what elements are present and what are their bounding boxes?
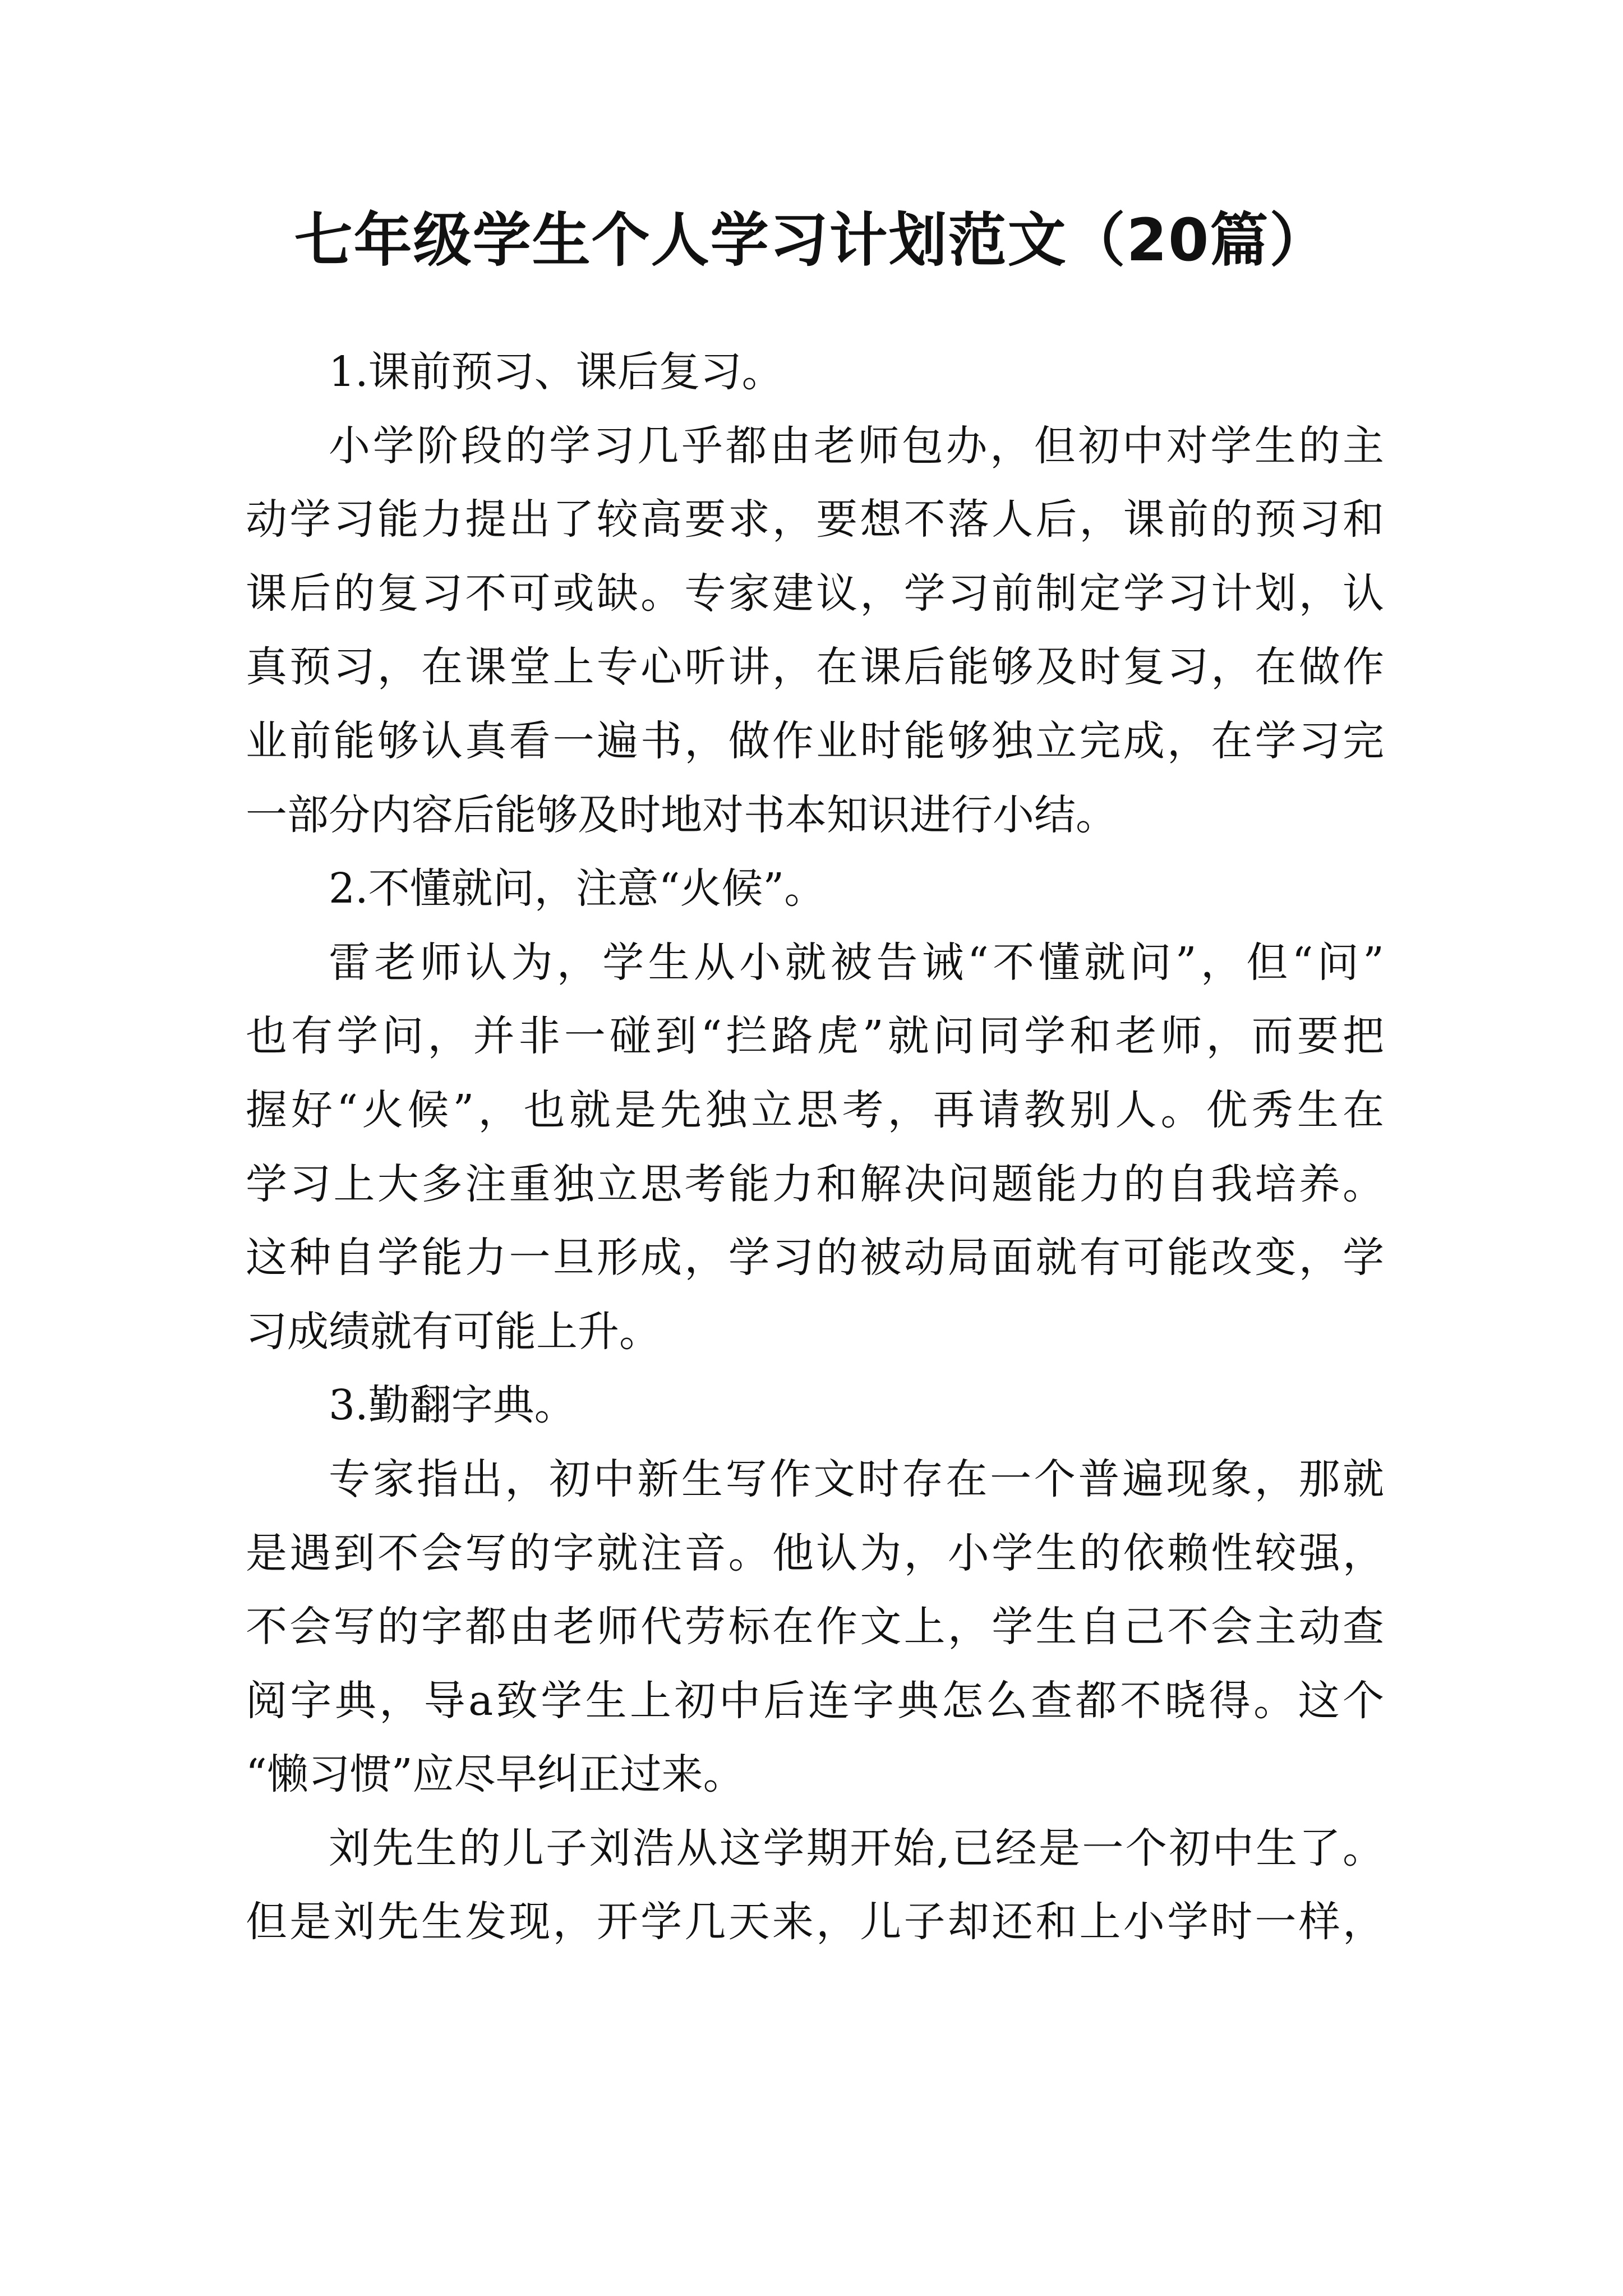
text-line: 习成绩就有可能上升。	[246, 1307, 661, 1356]
text-line: 雷老师认为，学生从小就被告诫“不懂就问”，但“问”	[329, 938, 1384, 987]
document-title: 七年级学生个人学习计划范文（20篇）	[294, 206, 1329, 274]
text-line: 但是刘先生发现，开学几天来，儿子却还和上小学时一样，	[246, 1898, 1384, 1947]
text-line: “懒习惯”应尽早纠正过来。	[246, 1750, 745, 1799]
text-line: 也有学问，并非一碰到“拦路虎”就问同学和老师，而要把	[246, 1012, 1384, 1061]
document-body	[246, 335, 1384, 1959]
text-line: 小学阶段的学习几乎都由老师包办，但初中对学生的主	[329, 421, 1384, 470]
text-line: 学习上大多注重独立思考能力和解决问题能力的自我培养。	[246, 1159, 1384, 1208]
text-line: 课后的复习不可或缺。专家建议，学习前制定学习计划，认	[246, 569, 1384, 618]
text-line: 是遇到不会写的字就注音。他认为，小学生的依赖性较强，	[246, 1529, 1384, 1577]
text-line: 握好“火候”，也就是先独立思考，再请教别人。优秀生在	[246, 1085, 1384, 1134]
text-line: 专家指出，初中新生写作文时存在一个普遍现象，那就	[329, 1455, 1384, 1503]
text-line: 一部分内容后能够及时地对书本知识进行小结。	[246, 790, 1117, 839]
text-line: 1.课前预习、课后复习。	[329, 348, 783, 396]
text-line: 2.不懂就问，注意“火候”。	[329, 864, 826, 913]
text-line: 阅字典，导a致学生上初中后连字典怎么查都不晓得。这个	[246, 1676, 1384, 1725]
text-line: 3.勤翻字典。	[329, 1381, 576, 1430]
text-line: 真预习，在课堂上专心听讲，在课后能够及时复习，在做作	[246, 643, 1384, 692]
text-line: 刘先生的儿子刘浩从这学期开始,已经是一个初中生了。	[329, 1824, 1384, 1872]
text-line: 业前能够认真看一遍书，做作业时能够独立完成，在学习完	[246, 716, 1384, 765]
text-line: 动学习能力提出了较高要求，要想不落人后，课前的预习和	[246, 495, 1384, 544]
text-line: 这种自学能力一旦形成，学习的被动局面就有可能改变，学	[246, 1234, 1384, 1282]
text-line: 不会写的字都由老师代劳标在作文上，学生自己不会主动查	[246, 1603, 1384, 1651]
